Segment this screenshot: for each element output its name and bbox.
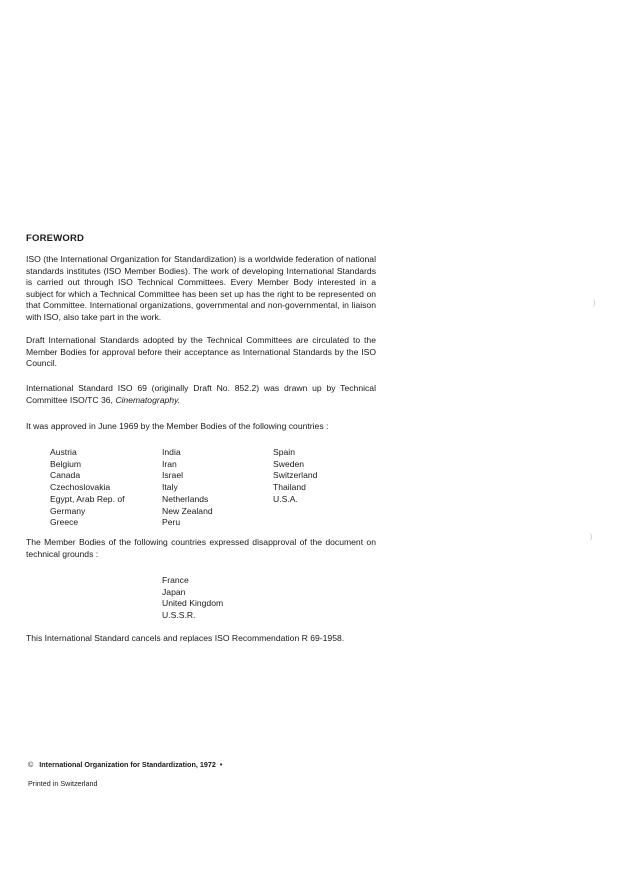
country-item: Austria [50,447,77,457]
margin-mark: ) [593,300,596,307]
copyright-line [28,760,222,769]
country-item: Thailand [273,482,306,493]
country-item: United Kingdom [162,598,224,609]
copyright-text: International Organization for Standardization, 1972 [39,760,216,769]
country-item: Switzerland [273,470,318,481]
country-item: Germany [50,505,86,516]
standard-origin-text: International Standard ISO 69 (originally Draft No. 852.2) was drawn up by Technical Committee ISO/TC 36, [26,383,376,405]
foreword-paragraph-drafts: Draft International Standards adopted by the Technical Committees are circulated to the Member Bodies for approval before their acceptance as International Standards by the ISO Council. [26,335,376,369]
country-item: Belgium [50,458,82,469]
country-item: Sweden [273,458,305,469]
approving-countries-column-1 [50,447,125,529]
approving-countries-column-2 [162,447,213,529]
country-item: U.S.A. [273,493,298,504]
margin-mark: ) [590,534,593,541]
country-item: U.S.S.R. [162,610,196,621]
country-item: Israel [162,470,184,481]
country-item: Peru [162,517,181,528]
committee-title: Cinematography. [115,394,181,405]
country-item: France [162,575,189,585]
country-item: Italy [162,482,178,493]
country-item: Spain [273,447,295,457]
country-item: Czechoslovakia [50,482,111,493]
foreword-paragraph-disapproval: The Member Bodies of the following countries expressed disapproval of the document on technical grounds : [26,537,376,559]
country-item: India [162,447,181,457]
foreword-heading: FOREWORD [26,233,85,244]
foreword-paragraph-replacement: This International Standard cancels and replaces ISO Recommendation R 69-1958. [26,633,345,643]
country-item: Egypt, Arab Rep. of [50,493,125,504]
country-item: Japan [162,586,186,597]
country-item: Greece [50,517,79,528]
foreword-paragraph-iso: ISO (the International Organization for Standardization) is a worldwide federation of national standards institutes (ISO Member Bodies). The work of developing International Standards is carried out through ISO Technical Committees. Every Member Body interested in a subject for which a Technical Committee has been set up has the right to be represented on that Committee. International organizations, governmental and non-governmental, in liaison with ISO, also take part in the work. [26,254,376,322]
bullet-icon: • [219,760,223,769]
country-item: Canada [50,470,81,481]
disapproving-countries-list [162,575,223,622]
foreword-paragraph-standard [26,383,376,406]
foreword-paragraph-approval: It was approved in June 1969 by the Member Bodies of the following countries : [26,421,329,431]
country-item: Netherlands [162,493,209,504]
printed-location: Printed in Switzerland [28,779,98,788]
country-item: Iran [162,458,177,469]
copyright-icon: © [28,760,34,769]
approving-countries-column-3 [273,447,317,506]
country-item: New Zealand [162,505,213,516]
